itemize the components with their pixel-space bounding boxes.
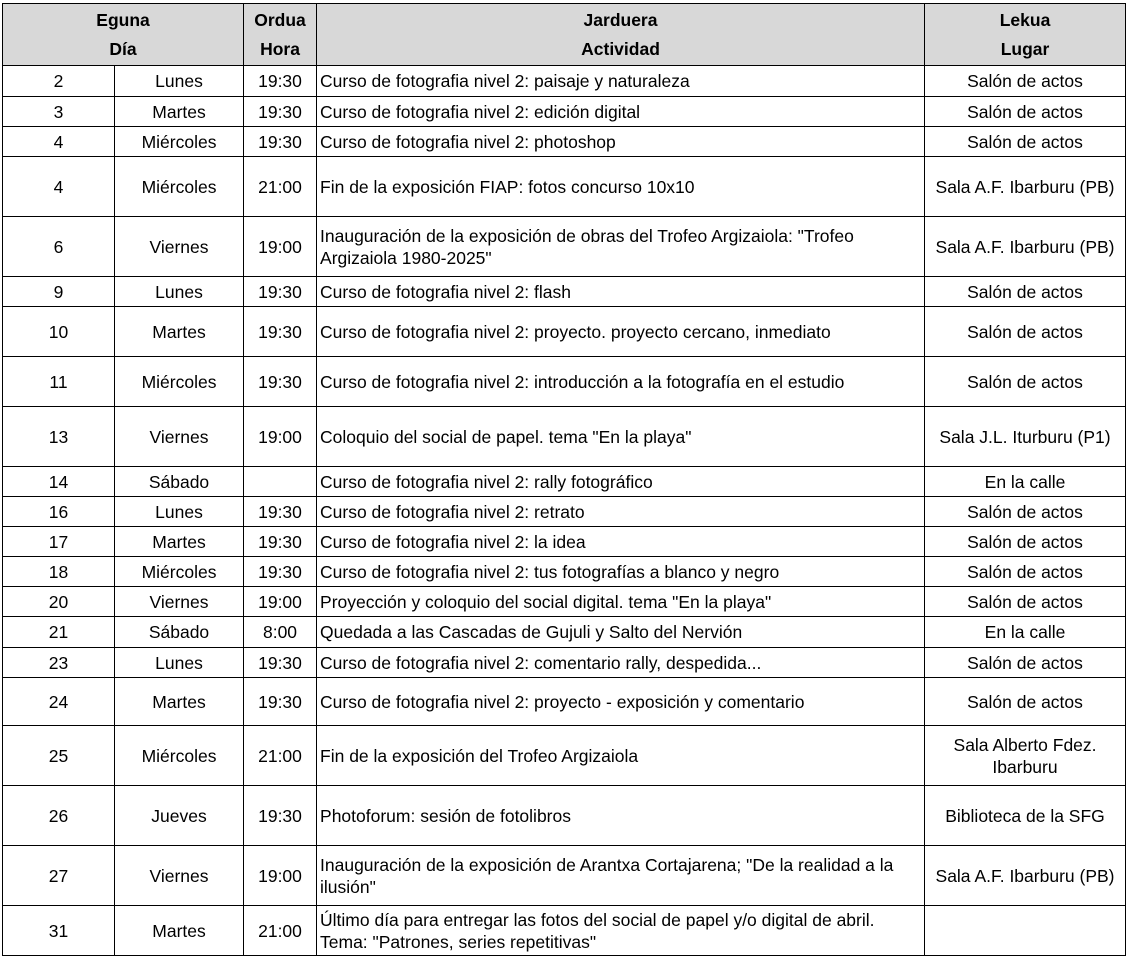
cell-weekday: Viernes (115, 217, 244, 277)
table-row (3, 557, 1126, 587)
cell-place: Salón de actos (925, 527, 1126, 557)
cell-weekday: Martes (115, 307, 244, 357)
cell-weekday: Lunes (115, 277, 244, 307)
cell-place: Salón de actos (925, 678, 1126, 726)
cell-activity: Quedada a las Cascadas de Gujuli y Salto del Nervión (317, 617, 925, 648)
cell-time: 19:00 (244, 846, 317, 906)
cell-day: 18 (3, 557, 115, 587)
cell-day: 24 (3, 678, 115, 726)
table-row (3, 217, 1126, 277)
header-time-eu: Ordua (254, 9, 306, 30)
table-row (3, 157, 1126, 217)
table-row (3, 497, 1126, 527)
cell-activity: Curso de fotografia nivel 2: paisaje y naturaleza (317, 66, 925, 97)
cell-place: Sala Alberto Fdez. Ibarburu (925, 726, 1126, 786)
cell-place: En la calle (925, 467, 1126, 497)
cell-weekday: Miércoles (115, 357, 244, 407)
header-day-es: Día (109, 38, 137, 59)
table-row (3, 527, 1126, 557)
cell-place: Biblioteca de la SFG (925, 786, 1126, 846)
cell-weekday: Viernes (115, 407, 244, 467)
cell-weekday: Miércoles (115, 127, 244, 157)
cell-place: Salón de actos (925, 97, 1126, 127)
cell-weekday: Miércoles (115, 726, 244, 786)
table-row (3, 786, 1126, 846)
cell-time: 21:00 (244, 906, 317, 956)
cell-activity: Curso de fotografia nivel 2: proyecto. proyecto cercano, inmediato (317, 307, 925, 357)
cell-day: 3 (3, 97, 115, 127)
cell-place: Sala A.F. Ibarburu (PB) (925, 846, 1126, 906)
cell-weekday: Jueves (115, 786, 244, 846)
cell-day: 10 (3, 307, 115, 357)
cell-activity: Curso de fotografia nivel 2: proyecto - exposición y comentario (317, 678, 925, 726)
cell-weekday: Sábado (115, 467, 244, 497)
header-place (925, 4, 1126, 66)
header-time-es: Hora (260, 38, 300, 59)
cell-time: 19:30 (244, 127, 317, 157)
table-row (3, 587, 1126, 617)
cell-activity: Curso de fotografia nivel 2: introducción a la fotografía en el estudio (317, 357, 925, 407)
cell-place: Sala J.L. Iturburu (P1) (925, 407, 1126, 467)
cell-place: Salón de actos (925, 307, 1126, 357)
cell-place (925, 906, 1126, 956)
cell-time: 8:00 (244, 617, 317, 648)
cell-day: 6 (3, 217, 115, 277)
cell-place: Salón de actos (925, 557, 1126, 587)
header-activity-eu: Jarduera (583, 9, 658, 30)
cell-place: Salón de actos (925, 277, 1126, 307)
header-place-eu: Lekua (999, 9, 1051, 30)
cell-place: Salón de actos (925, 357, 1126, 407)
cell-weekday: Viernes (115, 587, 244, 617)
cell-time: 19:00 (244, 587, 317, 617)
table-row (3, 307, 1126, 357)
cell-day: 16 (3, 497, 115, 527)
cell-day: 14 (3, 467, 115, 497)
cell-place: Sala A.F. Ibarburu (PB) (925, 157, 1126, 217)
cell-activity: Curso de fotografia nivel 2: comentario rally, despedida... (317, 648, 925, 678)
cell-time: 19:30 (244, 786, 317, 846)
cell-place: Salón de actos (925, 648, 1126, 678)
header-row (3, 4, 1126, 66)
cell-weekday: Martes (115, 678, 244, 726)
cell-place: Salón de actos (925, 66, 1126, 97)
cell-activity: Inauguración de la exposición de obras del Trofeo Argizaiola: "Trofeo Argizaiola 1980-2025" (317, 217, 925, 277)
table-row (3, 678, 1126, 726)
cell-activity: Curso de fotografia nivel 2: retrato (317, 497, 925, 527)
table-row (3, 97, 1126, 127)
cell-activity: Coloquio del social de papel. tema "En la playa" (317, 407, 925, 467)
cell-activity: Curso de fotografia nivel 2: edición digital (317, 97, 925, 127)
table-row (3, 127, 1126, 157)
cell-time: 19:30 (244, 497, 317, 527)
table-row (3, 846, 1126, 906)
cell-weekday: Martes (115, 527, 244, 557)
header-activity-es: Actividad (581, 38, 660, 59)
cell-activity: Curso de fotografia nivel 2: tus fotografías a blanco y negro (317, 557, 925, 587)
table-row (3, 407, 1126, 467)
cell-place: Salón de actos (925, 497, 1126, 527)
table-row (3, 66, 1126, 97)
table-row (3, 648, 1126, 678)
header-time (244, 4, 317, 66)
cell-place: Sala A.F. Ibarburu (PB) (925, 217, 1126, 277)
cell-place: Salón de actos (925, 127, 1126, 157)
cell-time: 19:30 (244, 527, 317, 557)
cell-activity: Curso de fotografia nivel 2: la idea (317, 527, 925, 557)
cell-day: 17 (3, 527, 115, 557)
cell-place: Salón de actos (925, 587, 1126, 617)
table-row (3, 467, 1126, 497)
cell-time: 21:00 (244, 157, 317, 217)
cell-weekday: Sábado (115, 617, 244, 648)
table-row (3, 617, 1126, 648)
cell-day: 23 (3, 648, 115, 678)
cell-time: 19:30 (244, 678, 317, 726)
cell-day: 20 (3, 587, 115, 617)
cell-time: 19:30 (244, 66, 317, 97)
cell-weekday: Martes (115, 97, 244, 127)
cell-day: 31 (3, 906, 115, 956)
table-row (3, 906, 1126, 956)
cell-time: 21:00 (244, 726, 317, 786)
cell-activity: Proyección y coloquio del social digital. tema "En la playa" (317, 587, 925, 617)
header-place-es: Lugar (1000, 38, 1050, 59)
cell-day: 26 (3, 786, 115, 846)
cell-time (244, 467, 317, 497)
cell-activity: Photoforum: sesión de fotolibros (317, 786, 925, 846)
cell-time: 19:30 (244, 307, 317, 357)
cell-activity: Curso de fotografia nivel 2: rally fotográfico (317, 467, 925, 497)
table-row (3, 357, 1126, 407)
cell-day: 2 (3, 66, 115, 97)
cell-activity: Curso de fotografia nivel 2: photoshop (317, 127, 925, 157)
cell-time: 19:30 (244, 557, 317, 587)
cell-time: 19:30 (244, 97, 317, 127)
header-day-eu: Eguna (96, 9, 150, 30)
schedule-table (2, 3, 1126, 956)
cell-weekday: Lunes (115, 66, 244, 97)
cell-time: 19:00 (244, 217, 317, 277)
cell-day: 21 (3, 617, 115, 648)
table-row (3, 726, 1126, 786)
cell-time: 19:30 (244, 357, 317, 407)
header-activity (317, 4, 925, 66)
cell-weekday: Martes (115, 906, 244, 956)
table-row (3, 277, 1126, 307)
cell-time: 19:30 (244, 648, 317, 678)
cell-day: 9 (3, 277, 115, 307)
cell-day: 25 (3, 726, 115, 786)
cell-day: 4 (3, 157, 115, 217)
cell-weekday: Viernes (115, 846, 244, 906)
cell-time: 19:30 (244, 277, 317, 307)
cell-day: 13 (3, 407, 115, 467)
cell-day: 27 (3, 846, 115, 906)
cell-weekday: Lunes (115, 648, 244, 678)
cell-weekday: Miércoles (115, 557, 244, 587)
cell-weekday: Lunes (115, 497, 244, 527)
cell-time: 19:00 (244, 407, 317, 467)
cell-day: 11 (3, 357, 115, 407)
cell-day: 4 (3, 127, 115, 157)
cell-activity: Fin de la exposición del Trofeo Argizaiola (317, 726, 925, 786)
header-day (3, 4, 244, 66)
cell-place: En la calle (925, 617, 1126, 648)
cell-activity: Último día para entregar las fotos del social de papel y/o digital de abril. Tema: "Patrones, series repetitivas" (317, 906, 925, 956)
cell-activity: Inauguración de la exposición de Arantxa Cortajarena; "De la realidad a la ilusión" (317, 846, 925, 906)
cell-activity: Curso de fotografia nivel 2: flash (317, 277, 925, 307)
cell-weekday: Miércoles (115, 157, 244, 217)
cell-activity: Fin de la exposición FIAP: fotos concurso 10x10 (317, 157, 925, 217)
